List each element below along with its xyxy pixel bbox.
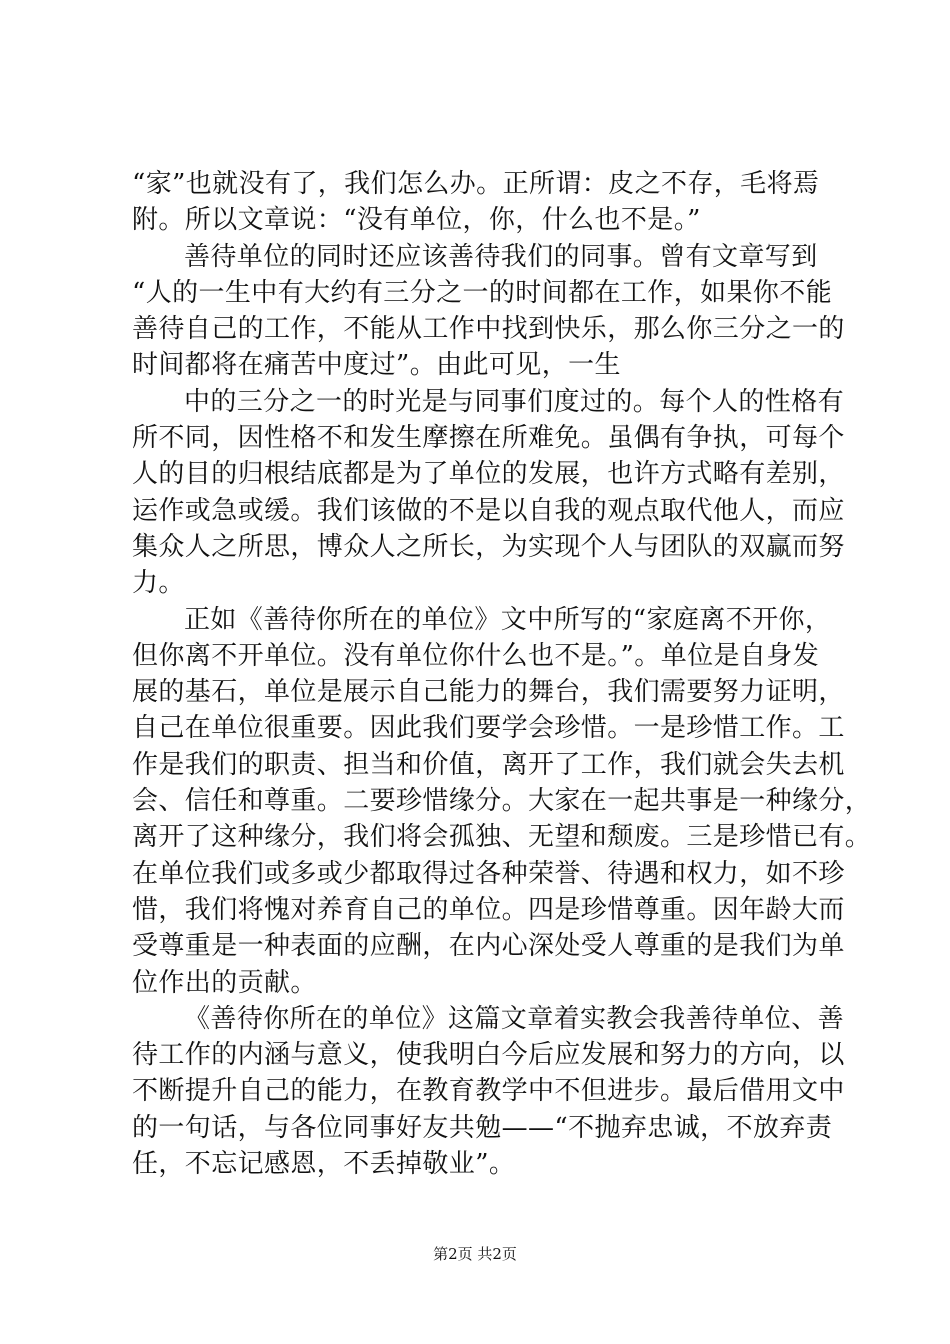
text-line: 时间都将在痛苦中度过”。由此可见，一生 — [132, 350, 621, 381]
text-line: 待工作的内涵与意义，使我明白今后应发展和努力的方向，以 — [132, 1040, 845, 1071]
text-line: 在单位我们或多或少都取得过各种荣誉、待遇和权力，如不珍 — [132, 858, 845, 889]
paragraph-start-line: 中的三分之一的时光是与同事们度过的。每个人的性格有 — [184, 386, 845, 417]
text-line: 离开了这种缘分，我们将会孤独、无望和颓废。三是珍惜已有。 — [132, 822, 872, 853]
article-body — [132, 166, 872, 1182]
text-line: 惜，我们将愧对养育自己的单位。四是珍惜尊重。因年龄大而 — [132, 894, 845, 925]
text-line: 的一句话，与各位同事好友共勉——“不抛弃忠诚，不放弃责 — [132, 1112, 833, 1143]
text-line: 会、信任和尊重。二要珍惜缘分。大家在一起共事是一种缘分， — [132, 786, 872, 817]
text-line: 人的目的归根结底都是为了单位的发展，也许方式略有差别， — [132, 459, 845, 490]
text-line: 善待自己的工作，不能从工作中找到快乐，那么你三分之一的 — [132, 314, 845, 345]
paragraph-start-line: 善待单位的同时还应该善待我们的同事。曾有文章写到 — [184, 241, 818, 272]
text-line: 运作或急或缓。我们该做的不是以自我的观点取代他人，而应 — [132, 495, 845, 526]
text-line: 位作出的贡献。 — [132, 967, 317, 998]
text-line: 受尊重是一种表面的应酬，在内心深处受人尊重的是我们为单 — [132, 931, 845, 962]
text-line: 不断提升自己的能力，在教育教学中不但进步。最后借用文中 — [132, 1076, 845, 1107]
text-line: 所不同，因性格不和发生摩擦在所难免。虽偶有争执，可每个 — [132, 423, 845, 454]
paragraph-start-line: 《善待你所在的单位》这篇文章着实教会我善待单位、善 — [184, 1003, 845, 1034]
page-footer — [0, 1244, 950, 1264]
page-number: 第2页 共2页 — [433, 1245, 517, 1263]
text-line: 展的基石，单位是展示自己能力的舞台，我们需要努力证明， — [132, 677, 845, 708]
text-line: “家”也就没有了，我们怎么办。正所谓：皮之不存，毛将焉 — [132, 169, 820, 199]
paragraph-start-line: 正如《善待你所在的单位》文中所写的“家庭离不开你， — [184, 604, 832, 635]
text-line: 集众人之所思，博众人之所长，为实现个人与团队的双赢而努 — [132, 531, 845, 562]
text-line: “人的一生中有大约有三分之一的时间都在工作，如果你不能 — [132, 277, 833, 308]
text-line: 但你离不开单位。没有单位你什么也不是。”。单位是自身发 — [132, 640, 820, 671]
text-line: 作是我们的职责、担当和价值，离开了工作，我们就会失去机 — [132, 749, 845, 780]
text-line: 附。所以文章说：“没有单位，你，什么也不是。” — [132, 205, 701, 236]
text-line: 自己在单位很重要。因此我们要学会珍惜。一是珍惜工作。工 — [132, 713, 845, 744]
text-line: 任，不忘记感恩，不丢掉敬业”。 — [132, 1149, 516, 1180]
text-line: 力。 — [132, 568, 185, 599]
